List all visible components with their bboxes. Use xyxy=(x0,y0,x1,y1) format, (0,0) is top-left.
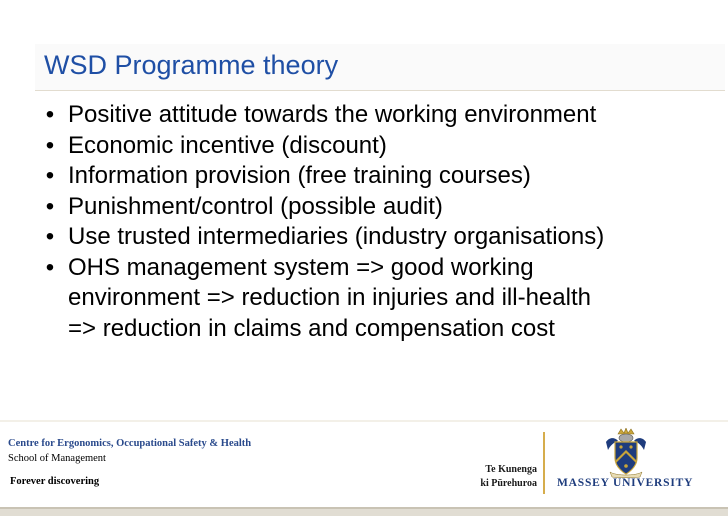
bullet-item xyxy=(40,253,700,345)
bullet-dot: • xyxy=(45,101,55,128)
bullet-dot: • xyxy=(45,253,55,281)
centre-name: Centre for Ergonomics, Occupational Safety & Health xyxy=(8,438,252,449)
bullet-item xyxy=(40,222,700,253)
bullet-text: OHS management system => good working xyxy=(68,253,534,281)
logo-divider xyxy=(543,432,545,494)
bullet-item xyxy=(40,161,700,192)
bullet-text: Economic incentive (discount) xyxy=(68,131,387,159)
bullet-item xyxy=(40,192,700,223)
bullet-dot: • xyxy=(45,223,55,250)
footer-divider xyxy=(0,420,728,422)
slide-title: WSD Programme theory xyxy=(44,50,339,80)
school-name: School of Management xyxy=(8,453,106,464)
massey-crest-icon xyxy=(604,428,648,478)
bullet-text: Punishment/control (possible audit) xyxy=(68,192,443,220)
university-name: MASSEY UNIVERSITY xyxy=(557,477,694,489)
bullet-dot: • xyxy=(45,131,55,159)
bullet-item xyxy=(40,100,700,131)
bullet-list xyxy=(40,100,700,344)
maori-name-line-1: Te Kunenga xyxy=(485,464,537,475)
bottom-band-accent xyxy=(0,507,728,509)
maori-name-line-2: ki Pūrehuroa xyxy=(480,478,537,489)
bullet-text: Positive attitude towards the working environment xyxy=(68,101,597,128)
bullet-text: Information provision (free training courses) xyxy=(68,162,531,189)
bullet-text: => reduction in claims and compensation cost xyxy=(68,314,555,342)
bullet-text: environment => reduction in injuries and ill-health xyxy=(68,284,591,311)
bullet-dot: • xyxy=(45,192,55,220)
bullet-dot: • xyxy=(45,162,55,189)
tagline: Forever discovering xyxy=(10,476,100,487)
bullet-text: Use trusted intermediaries (industry organisations) xyxy=(68,223,605,250)
bullet-item xyxy=(40,131,700,162)
